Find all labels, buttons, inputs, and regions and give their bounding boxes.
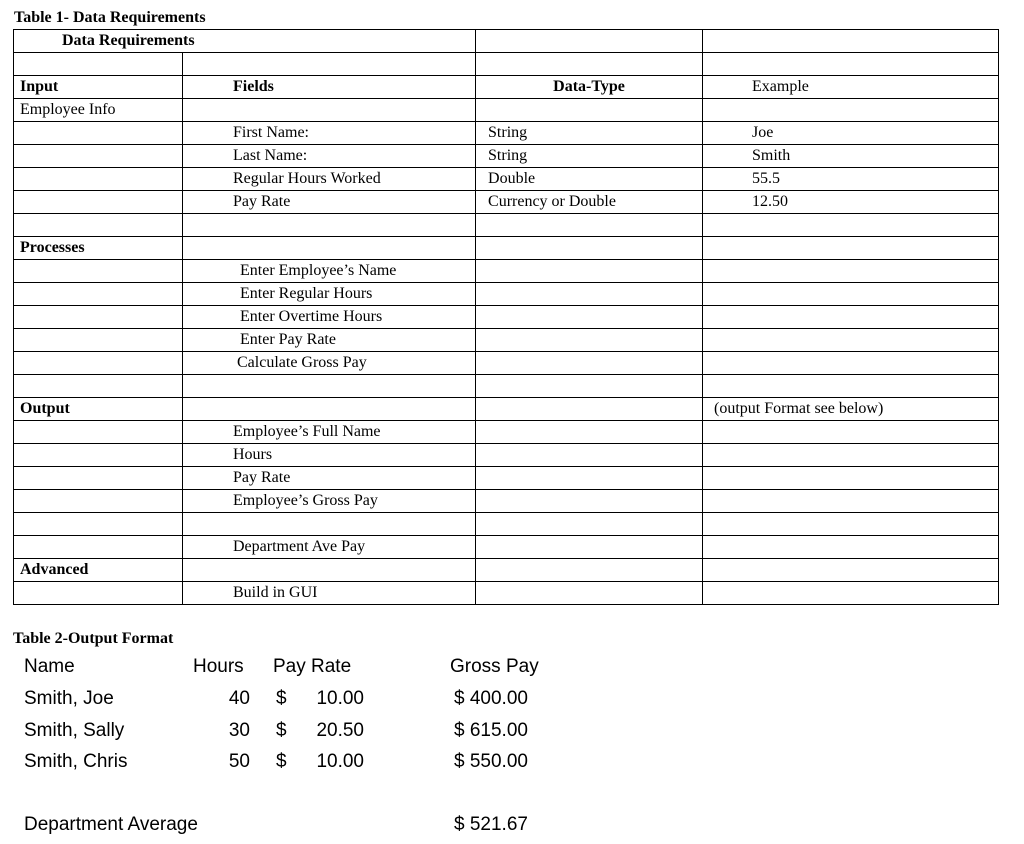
field-cell: Last Name: xyxy=(183,145,476,168)
table-row xyxy=(14,237,999,260)
data-requirements-table xyxy=(13,29,999,605)
table-row xyxy=(14,122,999,145)
table-header-row xyxy=(14,76,999,99)
advanced-field: Build in GUI xyxy=(183,582,476,605)
row-name: Smith, Joe xyxy=(24,688,114,709)
table-row xyxy=(14,421,999,444)
row-dollar: $ xyxy=(276,688,287,709)
output-cell: Employee’s Gross Pay xyxy=(183,490,476,513)
type-cell: String xyxy=(476,122,703,145)
output-note: (output Format see below) xyxy=(703,398,999,421)
row-name: Smith, Sally xyxy=(24,720,125,741)
table-row xyxy=(14,306,999,329)
table2-title: Table 2-Output Format xyxy=(13,630,174,647)
col-header-gross-pay: Gross Pay xyxy=(450,656,539,677)
example-cell: 12.50 xyxy=(703,191,999,214)
row-gross: $ 550.00 xyxy=(454,751,528,772)
example-cell: Joe xyxy=(703,122,999,145)
row-rate: 10.00 xyxy=(316,751,364,772)
output-cell: Employee’s Full Name xyxy=(183,421,476,444)
field-cell: Regular Hours Worked xyxy=(183,168,476,191)
table-row xyxy=(14,536,999,559)
advanced-label: Advanced xyxy=(14,559,183,582)
output-cell: Pay Rate xyxy=(183,467,476,490)
process-cell: Enter Pay Rate xyxy=(183,329,476,352)
table-row xyxy=(14,582,999,605)
input-group-label: Employee Info xyxy=(14,99,183,122)
process-cell: Calculate Gross Pay xyxy=(183,352,476,375)
table-row xyxy=(14,398,999,421)
row-rate: 10.00 xyxy=(316,688,364,709)
table-row xyxy=(14,260,999,283)
type-cell: Currency or Double xyxy=(476,191,703,214)
header-input: Input xyxy=(14,76,183,99)
table-row xyxy=(14,191,999,214)
output-label: Output xyxy=(14,398,183,421)
header-example: Example xyxy=(703,76,999,99)
row-hours: 50 xyxy=(228,751,250,772)
row-dollar: $ xyxy=(276,751,287,772)
example-cell: Smith xyxy=(703,145,999,168)
process-cell: Enter Employee’s Name xyxy=(183,260,476,283)
row-name: Smith, Chris xyxy=(24,751,128,772)
table-row xyxy=(14,352,999,375)
table-row xyxy=(14,375,999,398)
col-header-pay-rate: Pay Rate xyxy=(273,656,352,677)
process-cell: Enter Regular Hours xyxy=(183,283,476,306)
table-row xyxy=(14,30,999,53)
row-gross: $ 400.00 xyxy=(454,688,528,709)
dept-average-value: $ 521.67 xyxy=(454,814,528,835)
example-cell: 55.5 xyxy=(703,168,999,191)
table1-title: Table 1- Data Requirements xyxy=(14,9,206,26)
table-row xyxy=(14,559,999,582)
field-cell: First Name: xyxy=(183,122,476,145)
col-header-hours: Hours xyxy=(193,656,244,677)
table-row xyxy=(14,214,999,237)
field-cell: Pay Rate xyxy=(183,191,476,214)
table-row xyxy=(14,168,999,191)
header-data-type: Data-Type xyxy=(476,76,703,99)
type-cell: String xyxy=(476,145,703,168)
table-row xyxy=(14,490,999,513)
row-hours: 30 xyxy=(228,720,250,741)
process-cell: Enter Overtime Hours xyxy=(183,306,476,329)
output-cell: Hours xyxy=(183,444,476,467)
processes-label: Processes xyxy=(14,237,183,260)
table-row xyxy=(14,283,999,306)
table-row xyxy=(14,53,999,76)
dept-avg-field: Department Ave Pay xyxy=(183,536,476,559)
table-row xyxy=(14,329,999,352)
table-row xyxy=(14,145,999,168)
header-fields: Fields xyxy=(183,76,476,99)
col-header-name: Name xyxy=(24,656,75,677)
row-rate: 20.50 xyxy=(316,720,364,741)
row-gross: $ 615.00 xyxy=(454,720,528,741)
table-row xyxy=(14,99,999,122)
type-cell: Double xyxy=(476,168,703,191)
table-row xyxy=(14,467,999,490)
table-row xyxy=(14,444,999,467)
row-dollar: $ xyxy=(276,720,287,741)
table-row xyxy=(14,513,999,536)
dept-average-label: Department Average xyxy=(24,814,198,835)
table-caption: Data Requirements xyxy=(14,30,476,53)
row-hours: 40 xyxy=(228,688,250,709)
